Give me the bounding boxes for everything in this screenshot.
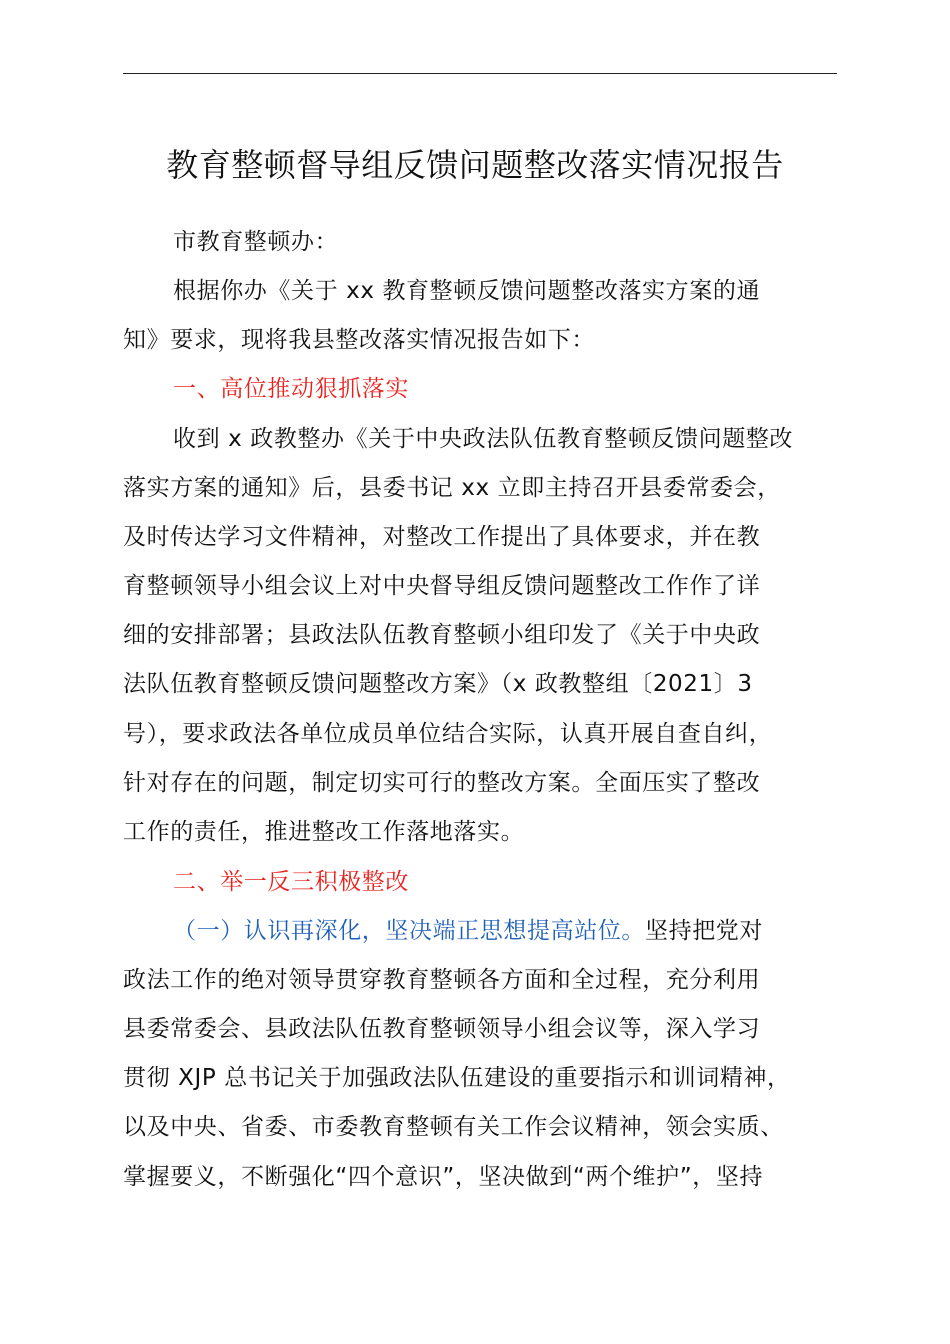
paragraph-line: 政法工作的绝对领导贯穿教育整顿各方面和全过程，充分利用 <box>123 967 761 993</box>
paragraph-line: 针对存在的问题，制定切实可行的整改方案。全面压实了整改 <box>123 770 761 796</box>
paragraph-line: 育整顿领导小组会议上对中央督导组反馈问题整改工作作了详 <box>123 573 761 599</box>
subsection-line <box>173 913 843 949</box>
subsection-heading: （一）认识再深化，坚决端正思想提高站位。 <box>173 918 645 944</box>
paragraph-line: 掌握要义，不断强化“四个意识”，坚决做到“两个维护”，坚持 <box>123 1164 764 1190</box>
addressee: 市教育整顿办： <box>173 229 339 255</box>
paragraph-line: 细的安排部署；县政法队伍教育整顿小组印发了《关于中央政 <box>123 622 761 648</box>
intro-line: 根据你办《关于 xx 教育整顿反馈问题整改落实方案的通 <box>173 278 761 304</box>
intro-line: 知》要求，现将我县整改落实情况报告如下： <box>123 327 595 353</box>
paragraph-line: 及时传达学习文件精神，对整改工作提出了具体要求，并在教 <box>123 524 761 550</box>
header-rule <box>123 73 837 74</box>
paragraph-line: 以及中央、省委、市委教育整顿有关工作会议精神，领会实质、 <box>123 1114 784 1140</box>
paragraph-line: 落实方案的通知》后，县委书记 xx 立即主持召开县委常委会， <box>123 475 781 501</box>
section-heading: 二、举一反三积极整改 <box>173 869 409 895</box>
subsection-text: 坚持把党对 <box>645 918 763 944</box>
document-title: 教育整顿督导组反馈问题整改落实情况报告 <box>166 146 784 184</box>
paragraph-line: 号），要求政法各单位成员单位结合实际，认真开展自查自纠， <box>123 721 773 747</box>
paragraph-line: 贯彻 XJP 总书记关于加强政法队伍建设的重要指示和训词精神， <box>123 1065 791 1091</box>
section-heading: 一、高位推动狠抓落实 <box>173 376 409 402</box>
paragraph-line: 收到 x 政教整办《关于中央政法队伍教育整顿反馈问题整改 <box>173 426 794 452</box>
paragraph-line: 法队伍教育整顿反馈问题整改方案》（x 政教整组〔2021〕3 <box>123 671 753 697</box>
paragraph-line: 工作的责任，推进整改工作落地落实。 <box>123 819 525 845</box>
paragraph-line: 县委常委会、县政法队伍教育整顿领导小组会议等，深入学习 <box>123 1016 761 1042</box>
